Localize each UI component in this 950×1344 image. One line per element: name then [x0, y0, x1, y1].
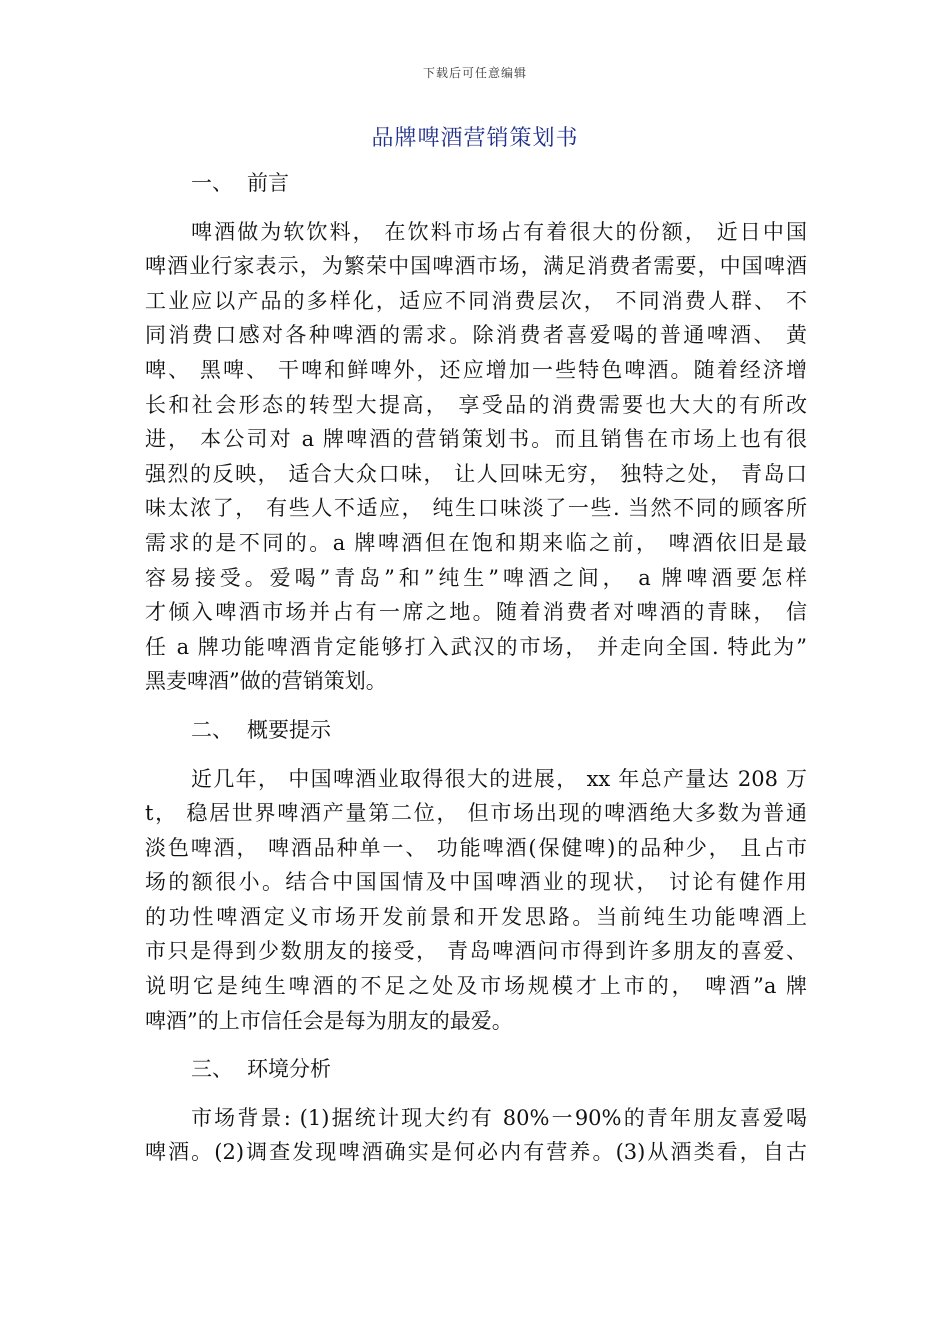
section-paragraph	[145, 762, 807, 1039]
document-body	[145, 166, 807, 1170]
section-paragraph	[145, 215, 807, 699]
section-paragraph	[145, 1101, 807, 1170]
section-heading	[145, 713, 807, 748]
paragraph-line: 市只是得到少数朋友的接受， 青岛啤酒问市得到许多朋友的喜爱、	[145, 939, 807, 964]
paragraph-line: 才倾入啤酒市场并占有一席之地。随着消费者对啤酒的青睐， 信	[145, 600, 807, 625]
paragraph-line: 工业应以产品的多样化，适应不同消费层次， 不同消费人群、 不	[145, 288, 807, 313]
section-number: 二、	[191, 717, 233, 742]
document-title: 品牌啤酒营销策划书	[371, 126, 579, 151]
section-number: 三、	[191, 1057, 233, 1082]
paragraph-line: 进， 本公司对 a 牌啤酒的营销策划书。而且销售在市场上也有很	[145, 427, 807, 452]
paragraph-line: 的功性啤酒定义市场开发前景和开发思路。当前纯生功能啤酒上	[145, 904, 807, 929]
paragraph-line: 需求的是不同的。a 牌啤酒但在饱和期来临之前， 啤酒依旧是最	[145, 530, 807, 555]
section-heading-text: 环境分析	[247, 1057, 331, 1082]
paragraph-line: 市场背景: (1)据统计现大约有 80%一90%的青年朋友喜爱喝	[191, 1105, 807, 1130]
paragraph-line: t， 稳居世界啤酒产量第二位， 但市场出现的啤酒绝大多数为普通	[145, 801, 807, 826]
paragraph-line: 容易接受。爱喝”青岛”和”纯生”啤酒之间， a 牌啤酒要怎样	[145, 565, 807, 590]
paragraph-line: 啤酒业行家表示，为繁荣中国啤酒市场，满足消费者需要，中国啤酒	[145, 254, 807, 279]
section-heading	[145, 166, 807, 201]
paragraph-line: 强烈的反映， 适合大众口味， 让人回味无穷， 独特之处， 青岛口	[145, 461, 807, 486]
header-note: 下载后可任意编辑	[422, 66, 527, 80]
paragraph-line: 味太浓了， 有些人不适应， 纯生口味淡了一些. 当然不同的顾客所	[145, 496, 807, 521]
paragraph-line: 啤酒做为软饮料， 在饮料市场占有着很大的份额， 近日中国	[191, 219, 807, 244]
paragraph-line: 淡色啤酒， 啤酒品种单一、 功能啤酒(保健啤)的品种少， 且占市	[145, 835, 807, 860]
paragraph-line: 任 a 牌功能啤酒肯定能够打入武汉的市场， 并走向全国. 特此为”	[145, 634, 807, 659]
paragraph-line: 说明它是纯生啤酒的不足之处及市场规模才上市的， 啤酒”a 牌	[145, 974, 807, 999]
paragraph-line: 近几年， 中国啤酒业取得很大的进展， xx 年总产量达 208 万	[191, 766, 807, 791]
section-number: 一、	[191, 171, 233, 195]
paragraph-line: 啤、 黑啤、 干啤和鲜啤外，还应增加一些特色啤酒。随着经济增	[145, 357, 807, 382]
section-heading-text: 前言	[247, 171, 289, 195]
section-heading-text: 概要提示	[247, 717, 331, 742]
paragraph-line: 黑麦啤酒”做的营销策划。	[145, 669, 387, 694]
section-heading	[145, 1052, 807, 1087]
paragraph-line: 啤酒”的上市信任会是每为朋友的最爱。	[145, 1008, 513, 1033]
paragraph-line: 啤酒。(2)调查发现啤酒确实是何必内有营养。(3)从酒类看，自古	[145, 1140, 807, 1165]
paragraph-line: 同消费口感对各种啤酒的需求。除消费者喜爱喝的普通啤酒、 黄	[145, 323, 807, 348]
paragraph-line: 场的额很小。结合中国国情及中国啤酒业的现状， 讨论有健作用	[145, 870, 807, 895]
paragraph-line: 长和社会形态的转型大提高， 享受品的消费需要也大大的有所改	[145, 392, 807, 417]
